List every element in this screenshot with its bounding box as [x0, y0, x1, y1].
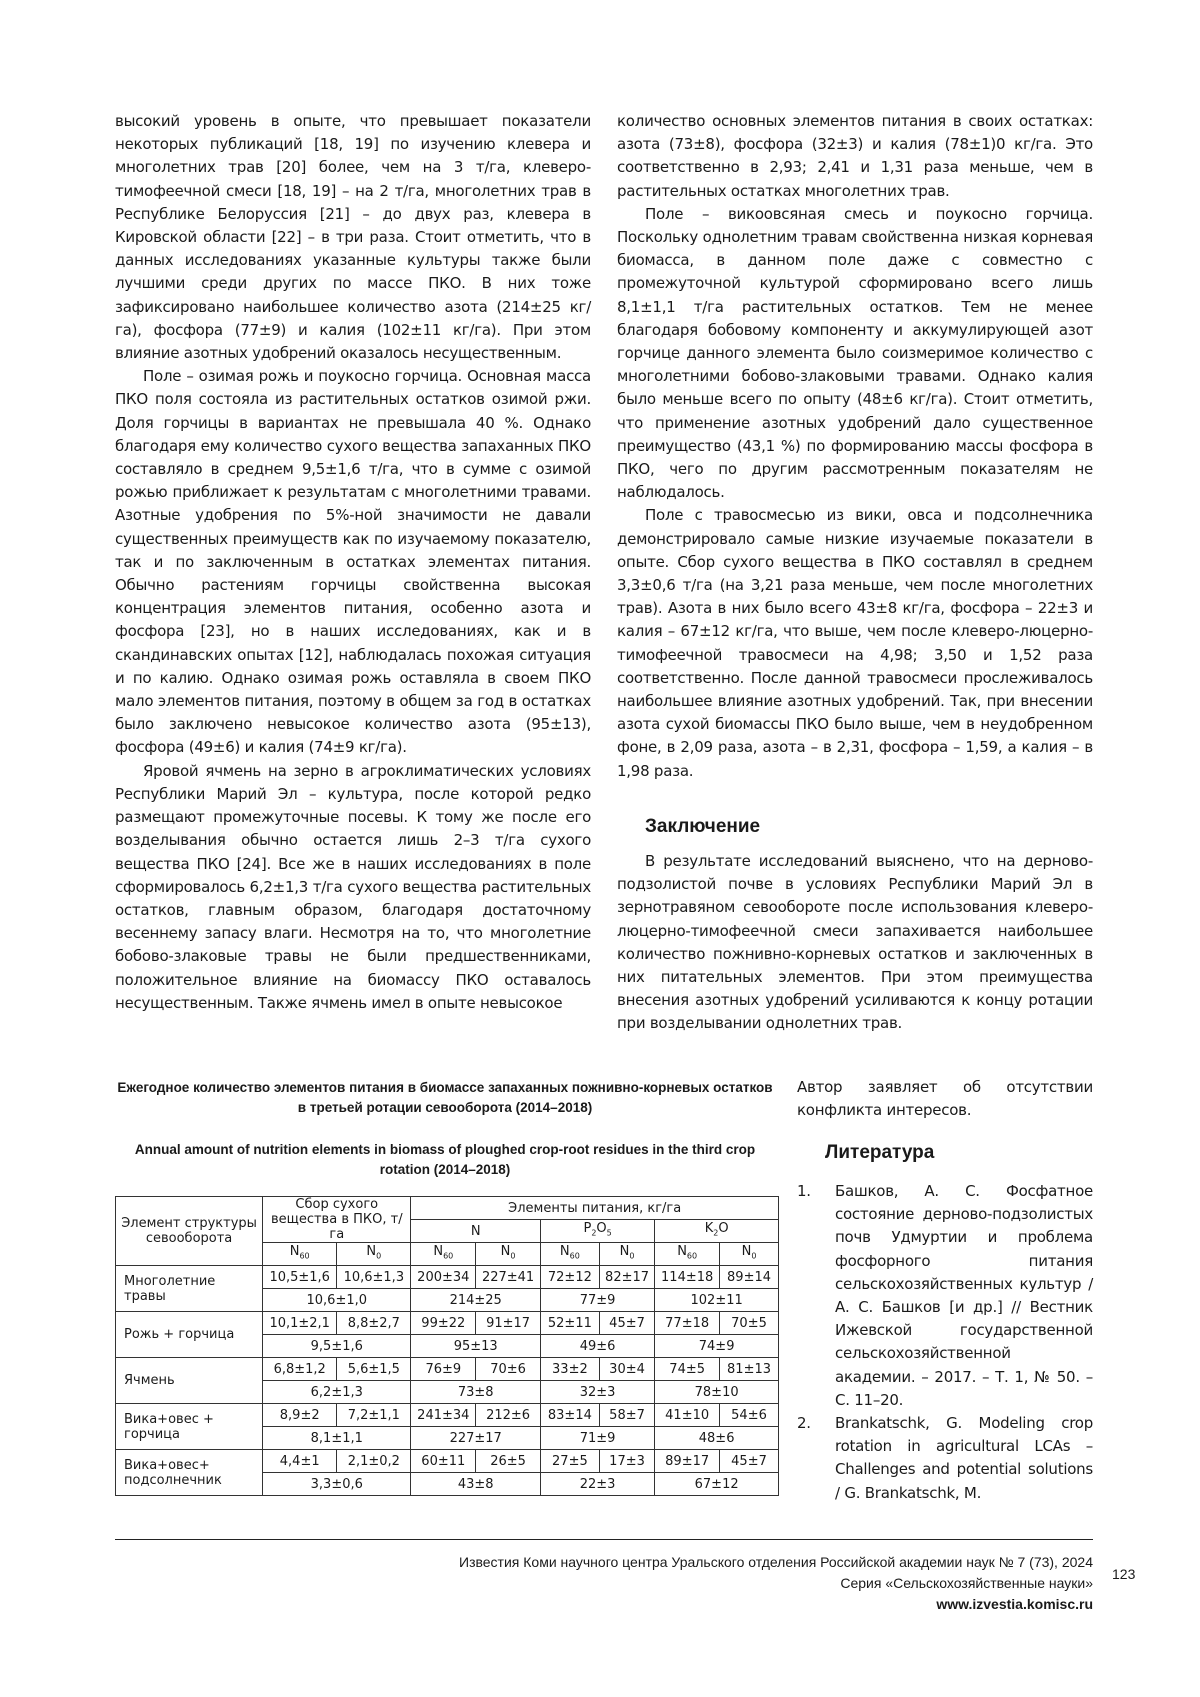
conclusion-section	[617, 850, 1093, 1036]
table-caption-ru: Ежегодное количество элементов питания в биомассе запаханных пожнивно-корневых остатков в третьей ротации севооборота (2014–2018)	[117, 1080, 773, 1115]
page-number: 123	[1112, 1566, 1136, 1582]
table-cell: 82±17	[599, 1266, 654, 1289]
row-label: Многолетние травы	[116, 1266, 263, 1312]
table-cell: 227±41	[476, 1266, 541, 1289]
table-cell: 60±11	[411, 1450, 476, 1473]
paragraph: Поле – викоовсяная смесь и поукосно горчица. Поскольку однолетним травам свойственна низкая корневая биомасса, в данном поле даже с совместно с промежуточной культурой сформировано всего лишь 8,1±1,1 т/га растительных остатков. Тем не менее благодаря бобовому компоненту и аккумулирующей азот горчице данного элемента было соизмеримое количество с многолетними бобово-злаковыми травами. Однако калия было меньше всего по опыту (48±6 кг/га). Стоит отметить, что применение азотных удобрений дало существенное преимущество (43,1 %) по формированию массы фосфора в ПКО, чего по другим рассмотренным показателям не наблюдалось.	[617, 204, 1093, 502]
table-cell: 91±17	[476, 1312, 541, 1335]
journal-series: Серия «Сельскохозяйственные науки»	[840, 1575, 1093, 1591]
header-n0: $N_0$	[720, 1243, 779, 1266]
footer-divider	[115, 1539, 1093, 1540]
row-label: Вика+овес+ подсолнечник	[116, 1450, 263, 1496]
table-row	[116, 1450, 779, 1473]
paragraph: количество основных элементов питания в своих остатках: азота (73±8), фосфора (32±3) и калия (78±1)0 кг/га. Это соответственно в 2,93; 2,41 и 1,31 раза меньше, чем в растительных остатках многолетних трав.	[617, 112, 1093, 200]
table-row	[116, 1404, 779, 1427]
table-cell: 10,5±1,6	[263, 1266, 337, 1289]
table-cell-mean: 102±11	[655, 1289, 779, 1312]
reference-list	[797, 1180, 1093, 1505]
table-cell: 30±4	[599, 1358, 654, 1381]
right-column	[617, 110, 1093, 783]
paragraph: Поле с травосмесью из вики, овса и подсолнечника демонстрировало самые низкие изучаемые показатели в опыте. Сбор сухого вещества в ПКО составлял в среднем 3,3±0,6 т/га (на 3,21 раза меньше, чем после многолетних трав). Азота в них было всего 43±8 кг/га, фосфора – 22±3 и калия – 67±12 кг/га, что выше, чем после клеверо-люцерно-тимофеечной травосмеси на 4,98; 3,50 и 1,52 раза соответственно. После данной травосмеси прослеживалось наибольшее влияние азотных удобрений. Так, при внесении азота сухой биомассы ПКО было выше, чем в неудобренном фоне, в 2,09 раза, азота – в 2,31, фосфора – 1,59, а калия – в 1,98 раза.	[617, 506, 1093, 780]
table-cell-mean: 74±9	[655, 1335, 779, 1358]
table-cell: 6,8±1,2	[263, 1358, 337, 1381]
header-n0: $N_0$	[476, 1243, 541, 1266]
row-label: Ячмень	[116, 1358, 263, 1404]
table-cell: 8,8±2,7	[337, 1312, 411, 1335]
table-cell: 27±5	[540, 1450, 599, 1473]
table-cell: 83±14	[540, 1404, 599, 1427]
header-n60: $N_{60}$	[655, 1243, 720, 1266]
table-cell-mean: 71±9	[540, 1427, 654, 1450]
table-cell: 5,6±1,5	[337, 1358, 411, 1381]
header-k2o: $K_2O$	[655, 1220, 779, 1243]
table-cell: 114±18	[655, 1266, 720, 1289]
table-cell-mean: 32±3	[540, 1381, 654, 1404]
table-cell: 212±6	[476, 1404, 541, 1427]
table-cell-mean: 43±8	[411, 1473, 541, 1496]
journal-website: www.izvestia.komisc.ru	[936, 1596, 1093, 1612]
header-p2o5: $P_2O_5$	[540, 1220, 654, 1243]
table-cell-mean: 227±17	[411, 1427, 541, 1450]
table-cell-mean: 6,2±1,3	[263, 1381, 411, 1404]
reference-text: Brankatschk, G. Modeling crop rotation in agricultural LCAs – Challenges and potential solutions / G. Brankatschk, M.	[835, 1414, 1093, 1502]
table-cell: 72±12	[540, 1266, 599, 1289]
header-n0: $N_0$	[337, 1243, 411, 1266]
table-cell: 70±5	[720, 1312, 779, 1335]
nutrients-table	[115, 1196, 779, 1496]
table-cell-mean: 73±8	[411, 1381, 541, 1404]
table-cell: 26±5	[476, 1450, 541, 1473]
table-cell: 70±6	[476, 1358, 541, 1381]
reference-text: Башков, А. С. Фосфатное состояние дерново-подзолистых почв Удмуртии и проблема фосфорного питания сельскохозяйственных культур / А. С. Башков [и др.] // Вестник Ижевской государственной сельскохозяйственной академии. – 2017. – Т. 1, № 50. – С. 11–20.	[835, 1182, 1093, 1409]
reference-number: 1.	[797, 1182, 811, 1200]
page-footer	[459, 1552, 1093, 1615]
table-cell: 77±18	[655, 1312, 720, 1335]
table-cell: 7,2±1,1	[337, 1404, 411, 1427]
table-cell: 33±2	[540, 1358, 599, 1381]
conclusion-heading: Заключение	[645, 816, 761, 837]
table-cell: 17±3	[599, 1450, 654, 1473]
header-n0: $N_0$	[599, 1243, 654, 1266]
table-cell: 241±34	[411, 1404, 476, 1427]
conclusion-paragraph: В результате исследований выяснено, что на дерново-подзолистой почве в условиях Республики Марий Эл в зернотравяном севообороте после использования клеверо-люцерно-тимофеечной смеси запахивается наибольшее количество пожнивно-корневых остатков и заключенных в них питательных элементов. При этом преимущества внесения азотных удобрений усиливаются к концу ротации при возделывании однолетних трав.	[617, 852, 1093, 1033]
table-cell-mean: 48±6	[655, 1427, 779, 1450]
table-cell: 4,4±1	[263, 1450, 337, 1473]
table-caption-en: Annual amount of nutrition elements in biomass of ploughed crop-root residues in the third crop rotation (2014–2018)	[134, 1142, 756, 1177]
table-cell: 45±7	[599, 1312, 654, 1335]
table-cell: 10,6±1,3	[337, 1266, 411, 1289]
table-cell-mean: 95±13	[411, 1335, 541, 1358]
header-dry-matter: Сбор сухого вещества в ПКО, т/га	[263, 1197, 411, 1243]
table-cell: 52±11	[540, 1312, 599, 1335]
paragraph: Яровой ячмень на зерно в агроклиматических условиях Республики Марий Эл – культура, после которой редко размещают промежуточные посевы. К тому же после его возделывания обычно остается лишь 2–3 т/га сухого вещества ПКО [24]. Все же в наших исследованиях в поле сформировалось 6,2±1,3 т/га сухого вещества растительных остатков, главным образом, благодаря достаточному весеннему запасу влаги. Несмотря на то, что многолетние бобово-злаковые травы не были предшественниками, положительное влияние на биомассу ПКО оставалось несущественным. Также ячмень имел в опыте невысокое	[115, 761, 591, 1012]
table-cell-mean: 9,5±1,6	[263, 1335, 411, 1358]
header-element: Элемент структуры севооборота	[116, 1197, 263, 1266]
table-cell: 10,1±2,1	[263, 1312, 337, 1335]
table-cell-mean: 8,1±1,1	[263, 1427, 411, 1450]
table-cell-mean: 67±12	[655, 1473, 779, 1496]
header-n: N	[411, 1220, 541, 1243]
literature-heading: Литература	[825, 1142, 935, 1163]
table-cell-mean: 78±10	[655, 1381, 779, 1404]
header-n60: $N_{60}$	[411, 1243, 476, 1266]
table-cell: 8,9±2	[263, 1404, 337, 1427]
table-cell-mean: 10,6±1,0	[263, 1289, 411, 1312]
table-cell: 2,1±0,2	[337, 1450, 411, 1473]
table-cell: 200±34	[411, 1266, 476, 1289]
table-cell: 41±10	[655, 1404, 720, 1427]
table-cell-mean: 22±3	[540, 1473, 654, 1496]
table-cell-mean: 77±9	[540, 1289, 654, 1312]
table-cell: 54±6	[720, 1404, 779, 1427]
reference-item	[797, 1180, 1093, 1412]
reference-number: 2.	[797, 1414, 811, 1433]
table-cell: 45±7	[720, 1450, 779, 1473]
paragraph: Поле – озимая рожь и поукосно горчица. Основная масса ПКО поля состояла из растительных остатков озимой ржи. Доля горчицы в вариантах не превышала 40 %. Однако благодаря ему количество сухого вещества запаханных ПКО составляло в среднем 9,5±1,6 т/га, что в сумме с озимой рожью приближает к результатам с многолетними травами. Азотные удобрения по 5%-ной значимости не давали существенных преимуществ как по изучаемому показателю, так и по заключенным в остатках элементах питания. Обычно растениям горчицы свойственна высокая концентрация элементов питания, особенно азота и фосфора [23], но в наших исследованиях, как и в скандинавских опытах [12], наблюдалась похожая ситуация и по калию. Однако озимая рожь оставляла в своем ПКО мало элементов питания, поэтому в общем за год в остатках было заключено невысокое количество азота (95±13), фосфора (49±6) и калия (74±9 кг/га).	[115, 367, 591, 757]
author-note: Автор заявляет об отсутствии конфликта интересов.	[797, 1078, 1093, 1120]
row-label: Рожь + горчица	[116, 1312, 263, 1358]
table-cell-mean: 3,3±0,6	[263, 1473, 411, 1496]
reference-item	[797, 1412, 1093, 1505]
header-n60: $N_{60}$	[263, 1243, 337, 1266]
table-cell-mean: 49±6	[540, 1335, 654, 1358]
table-row	[116, 1266, 779, 1289]
table-cell: 89±17	[655, 1450, 720, 1473]
header-n60: $N_{60}$	[540, 1243, 599, 1266]
table-cell: 81±13	[720, 1358, 779, 1381]
table-row	[116, 1312, 779, 1335]
paragraph: высокий уровень в опыте, что превышает показатели некоторых публикаций [18, 19] по изучению клевера и многолетних трав [20] более, чем на 3 т/га, клеверо-тимофеечной смеси [18, 19] – на 2 т/га, многолетних трав в Республике Белоруссия [21] – до двух раз, клевера в Кировской области [22] – в три раза. Стоит отметить, что в данных исследованиях указанные культуры также были лучшими среди других по массе ПКО. В них тоже зафиксировано наибольшее количество азота (214±25 кг/га), фосфора (77±9) и калия (102±11 кг/га). При этом влияние азотных удобрений оказалось несущественным.	[115, 112, 591, 363]
table-cell: 76±9	[411, 1358, 476, 1381]
table-row	[116, 1358, 779, 1381]
journal-title: Известия Коми научного центра Уральского отделения Российской академии наук № 7 (73), 2024	[459, 1554, 1093, 1570]
table-body	[116, 1266, 779, 1496]
left-column	[115, 110, 591, 1015]
row-label: Вика+овес + горчица	[116, 1404, 263, 1450]
table-cell: 58±7	[599, 1404, 654, 1427]
table-cell: 89±14	[720, 1266, 779, 1289]
table-cell-mean: 214±25	[411, 1289, 541, 1312]
header-nutrients: Элементы питания, кг/га	[411, 1197, 779, 1220]
table-cell: 74±5	[655, 1358, 720, 1381]
table-cell: 99±22	[411, 1312, 476, 1335]
